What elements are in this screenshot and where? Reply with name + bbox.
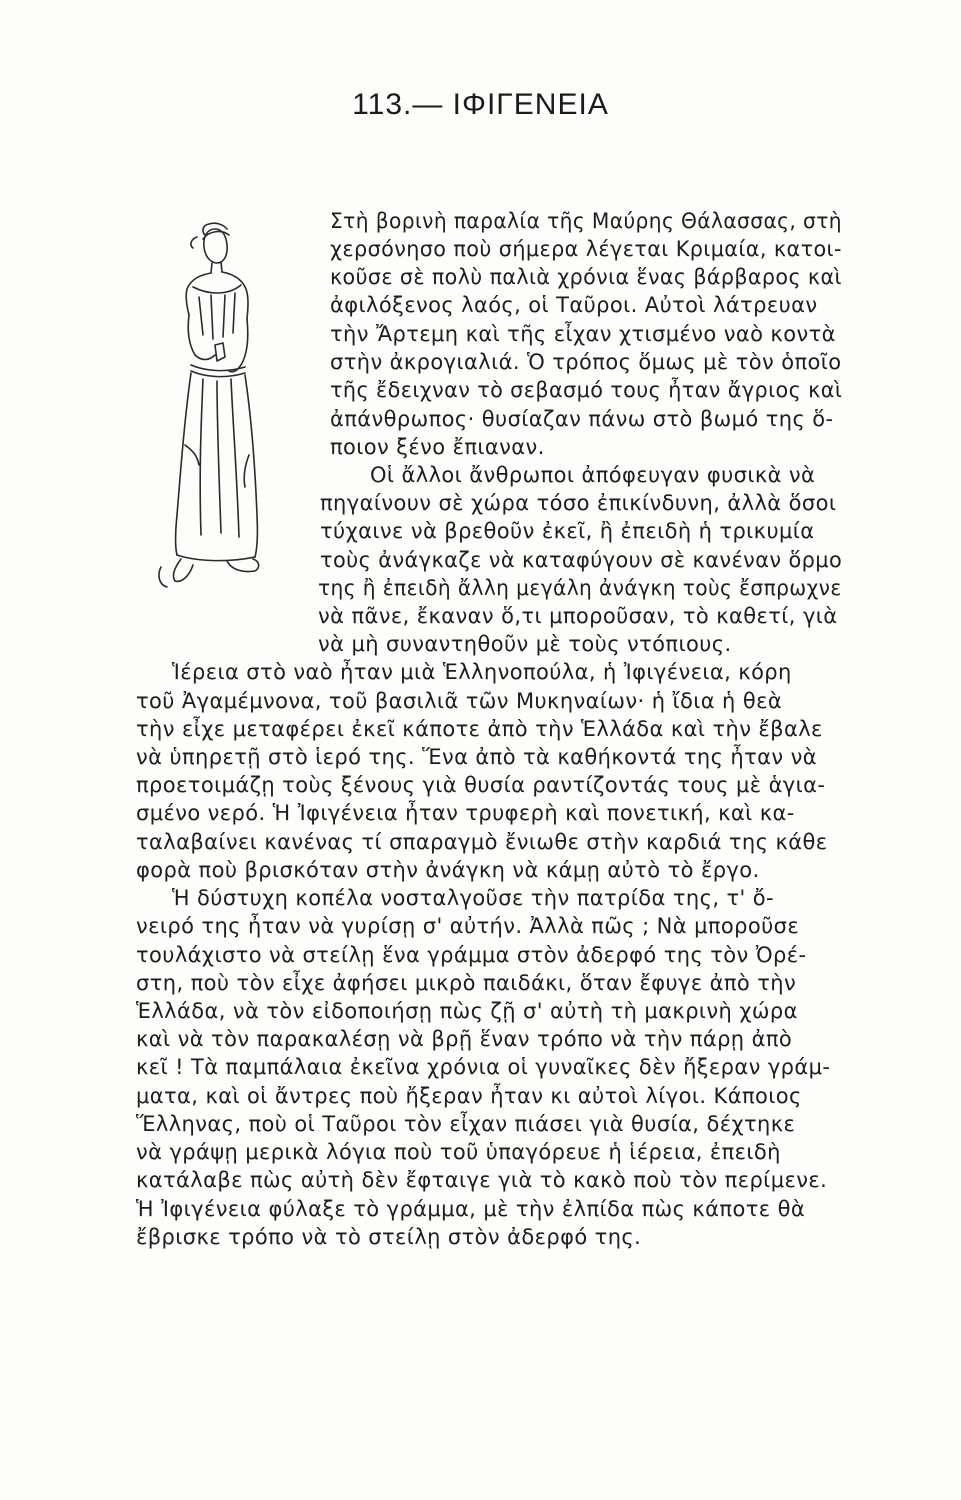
text-line: Ἱέρεια στὸ ναὸ ἦταν μιὰ Ἑλληνοπούλα, ἡ Ἰφιγένεια, κόρη [172, 660, 792, 684]
text-line: τοῦ Ἀγαμέμνονα, τοῦ βασιλιᾶ τῶν Μυκηναίων· ἡ ἴδια ἡ θεὰ [136, 689, 783, 713]
text-line: Στὴ βορινὴ παραλία τῆς Μαύρης Θάλασσας, στὴ [330, 209, 842, 233]
text-line: τοὺς ἀνάγκαζε νὰ καταφύγουν σὲ κανέναν ὅρμο [320, 548, 843, 572]
text-line: τὴν Ἄρτεμη καὶ τῆς εἶχαν χτισμένο ναὸ κοντὰ [330, 322, 836, 346]
text-line: πηγαίνουν σὲ χώρα τόσο ἐπικίνδυνη, ἀλλὰ ὅσοι [320, 491, 837, 515]
text-line: ταλαβαίνει κανένας τί σπαραγμὸ ἔνιωθε στὴν καρδιά της κάθε [136, 830, 828, 854]
text-line: χερσόνησο ποὺ σήμερα λέγεται Κριμαία, κατοι- [330, 237, 842, 261]
text-line: κεῖ ! Τὰ παμπάλαια ἐκεῖνα χρόνια οἱ γυναῖκες δὲν ἤξεραν γράμ- [136, 1055, 831, 1079]
text-line: Οἱ ἄλλοι ἄνθρωποι ἀπόφευγαν φυσικὰ νὰ [370, 463, 816, 487]
text-line: νὰ ὑπηρετῇ στὸ ἱερό της. Ἕνα ἀπὸ τὰ καθήκοντά της ἦταν νὰ [136, 745, 817, 769]
text-line: τὴν εἶχε μεταφέρει ἐκεῖ κάποτε ἀπὸ τὴν Ἑλλάδα καὶ τὴν ἔβαλε [136, 717, 823, 741]
text-line: ἀφιλόξενος λαός, οἱ Ταῦροι. Αὐτοὶ λάτρευαν [330, 293, 818, 317]
text-line: νὰ πᾶνε, ἔκαναν ὅ,τι μποροῦσαν, τὸ καθετί, γιὰ [318, 604, 838, 628]
text-line: σμένο νερό. Ἡ Ἰφιγένεια ἦταν τρυφερὴ καὶ πονετική, καὶ κα- [136, 801, 795, 825]
text-line: τῆς ἔδειχναν τὸ σεβασμό τους ἦταν ἄγριος καὶ [330, 378, 843, 402]
text-line: ματα, καὶ οἱ ἄντρες ποὺ ἤξεραν ἦταν κι αὐτοὶ λίγοι. Κάποιος [136, 1084, 802, 1108]
text-line: Ἡ δύστυχη κοπέλα νοσταλγοῦσε τὴν πατρίδα της, τ' ὄ- [172, 886, 775, 910]
text-line: Ἕλληνας, ποὺ οἱ Ταῦροι τὸν εἶχαν πιάσει γιὰ θυσία, δέχτηκε [136, 1112, 796, 1136]
text-line: τουλάχιστο νὰ στείλῃ ἕνα γράμμα στὸν ἀδερφό της τὸν Ὀρέ- [136, 943, 807, 967]
text-line: φορὰ ποὺ βρισκόταν στὴν ἀνάγκη νὰ κάμῃ αὐτὸ τὸ ἔργο. [136, 858, 760, 882]
text-line: της ἢ ἐπειδὴ ἄλλη μεγάλη ἀνάγκη τοὺς ἔσπρωχνε [318, 576, 842, 600]
text-line: Ἑλλάδα, νὰ τὸν εἰδοποιήσῃ πὼς ζῇ σ' αὐτὴ τὴ μακρινὴ χώρα [136, 999, 798, 1023]
text-line: καὶ νὰ τὸν παρακαλέσῃ νὰ βρῇ ἕναν τρόπο νὰ τὴν πάρῃ ἀπὸ [136, 1027, 793, 1051]
text-line: ἀπάνθρωπος· θυσίαζαν πάνω στὸ βωμό της ὅ- [330, 407, 834, 431]
text-line: Ἡ Ἰφιγένεια φύλαξε τὸ γράμμα, μὲ τὴν ἐλπίδα πὼς κάποτε θὰ [136, 1197, 806, 1221]
text-line: στη, ποὺ τὸν εἶχε ἀφήσει μικρὸ παιδάκι, ὅταν ἔφυγε ἀπὸ τὴν [136, 971, 797, 995]
text-line: ἔβρισκε τρόπο νὰ τὸ στείλῃ στὸν ἀδερφό της. [136, 1225, 642, 1249]
text-line: ποιον ξένο ἔπιαναν. [330, 435, 545, 459]
text-line: προετοιμάζῃ τοὺς ξένους γιὰ θυσία ραντίζοντάς τους μὲ ἁγια- [136, 773, 826, 797]
text-line: στὴν ἀκρογιαλιά. Ὁ τρόπος ὅμως μὲ τὸν ὁποῖο [330, 350, 842, 374]
text-line: νειρό της ἦταν νὰ γυρίσῃ σ' αὐτήν. Ἀλλὰ πῶς ; Νὰ μποροῦσε [136, 914, 800, 938]
text-line: κατάλαβε πὼς αὐτὴ δὲν ἔφταιγε γιὰ τὸ κακὸ ποὺ τὸν περίμενε. [136, 1168, 828, 1192]
standing-woman-figure [145, 215, 280, 595]
page-title: 113.— ΙΦΙΓΕΝΕΙΑ [352, 88, 609, 121]
text-line: νὰ μὴ συναντηθοῦν μὲ τοὺς ντόπιους. [318, 632, 732, 656]
text-line: νὰ γράψῃ μερικὰ λόγια ποὺ τοῦ ὑπαγόρευε ἡ ἱέρεια, ἐπειδὴ [136, 1140, 781, 1164]
text-line: κοῦσε σὲ πολὺ παλιὰ χρόνια ἕνας βάρβαρος καὶ [330, 265, 842, 289]
text-line: τύχαινε νὰ βρεθοῦν ἐκεῖ, ἢ ἐπειδὴ ἡ τρικυμία [320, 519, 815, 543]
